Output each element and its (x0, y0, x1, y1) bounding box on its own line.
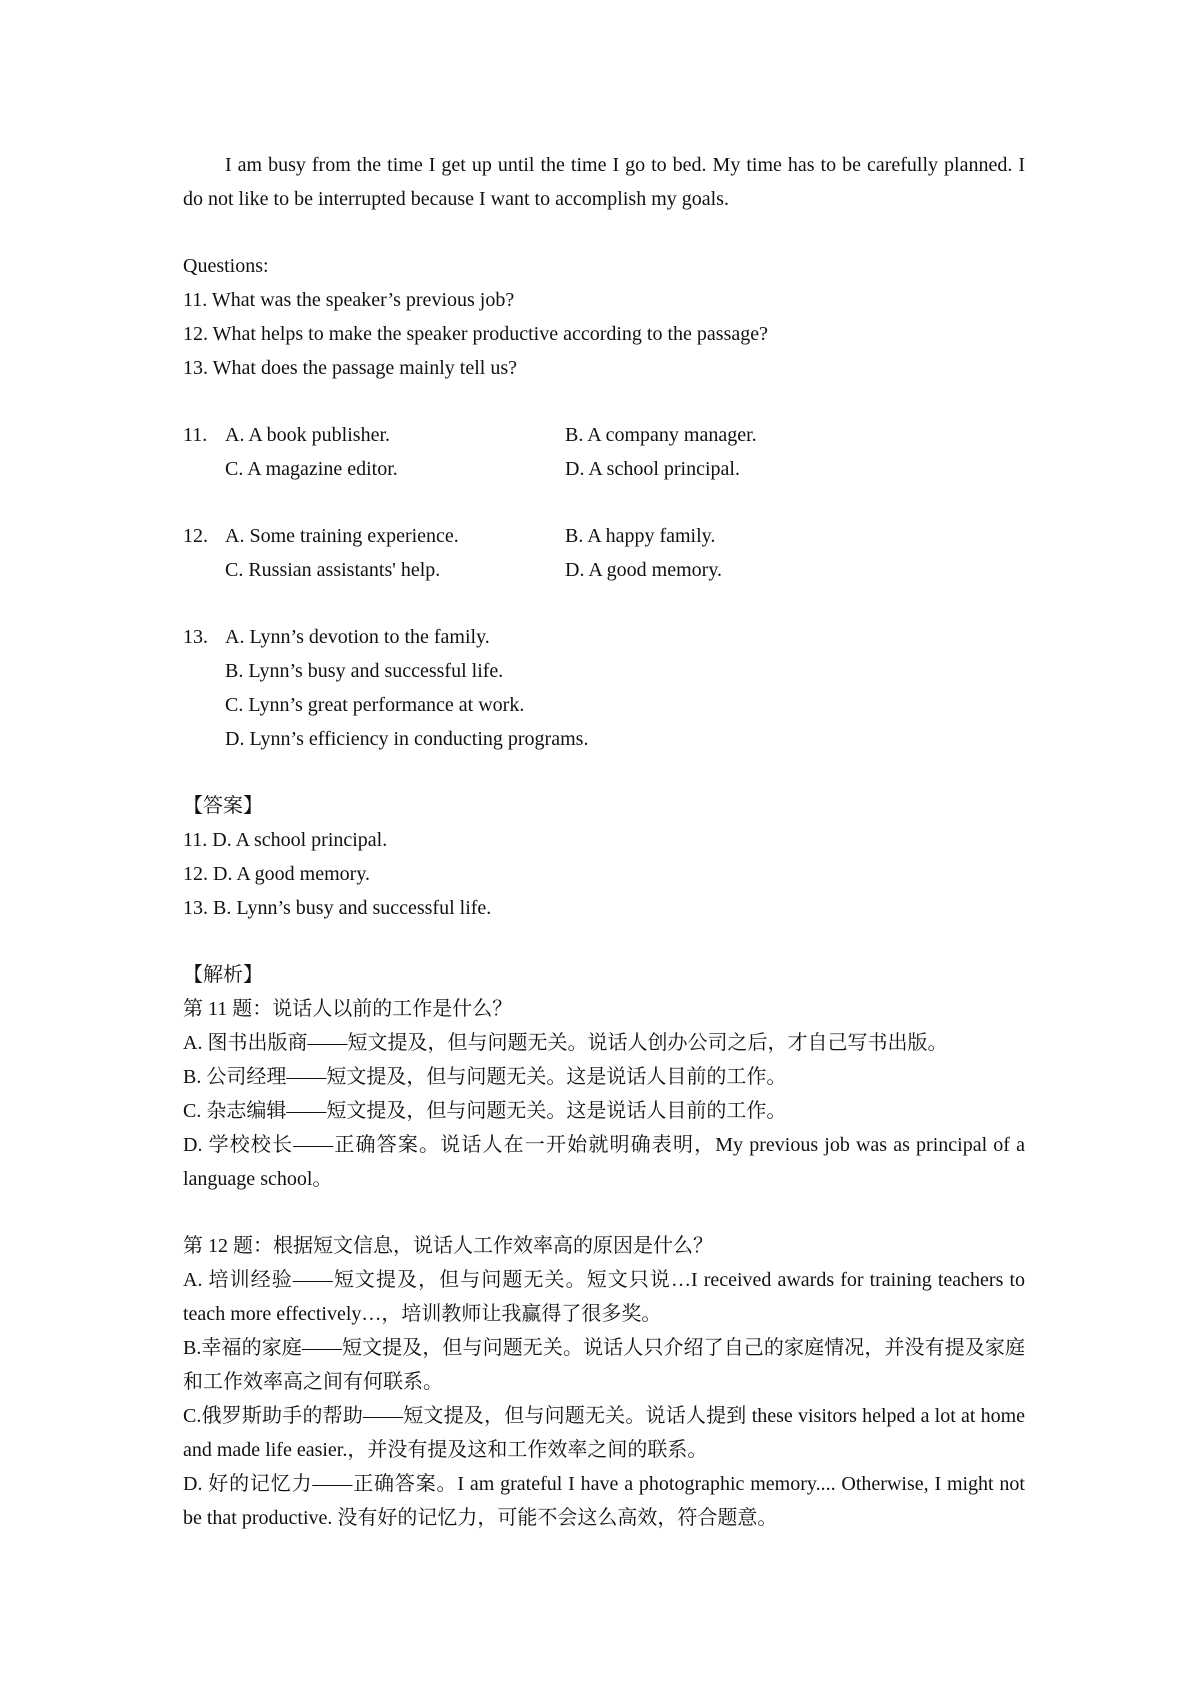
analysis-11-title: 第 11 题：说话人以前的工作是什么？ (183, 998, 513, 1020)
q11-row-1 (183, 418, 1025, 452)
answer-12: 12. D. A good memory. (183, 863, 371, 885)
q12-option-c: C. Russian assistants' help. (225, 559, 441, 581)
analysis-heading: 【解析】 (183, 964, 263, 986)
q12-row-2 (183, 553, 1025, 587)
spacer (183, 1196, 1025, 1229)
q12-number: 12. (183, 525, 208, 547)
q11-option-c: C. A magazine editor. (225, 458, 398, 480)
intro-paragraph: I am busy from the time I get up until the time I go to bed. My time has to be carefully planned. I do not like to be interrupted because I want to accomplish my goals. (183, 154, 1025, 210)
answer-11: 11. D. A school principal. (183, 829, 388, 851)
spacer (183, 756, 1025, 789)
spacer (183, 587, 1025, 620)
q12-option-d: D. A good memory. (565, 559, 723, 581)
spacer (183, 385, 1025, 418)
analysis-11-b: B. 公司经理——短文提及，但与问题无关。这是说话人目前的工作。 (183, 1066, 787, 1088)
analysis-11-c: C. 杂志编辑——短文提及，但与问题无关。这是说话人目前的工作。 (183, 1100, 787, 1122)
q11-option-a: A. A book publisher. (225, 424, 391, 446)
spacer (183, 486, 1025, 519)
q13-row-1 (183, 620, 1025, 654)
question-11: 11. What was the speaker’s previous job? (183, 289, 515, 311)
analysis-12-title: 第 12 题：根据短文信息，说话人工作效率高的原因是什么？ (183, 1235, 713, 1257)
document-page (183, 148, 1025, 1535)
spacer (183, 925, 1025, 958)
question-12: 12. What helps to make the speaker productive according to the passage? (183, 323, 768, 345)
q11-number: 11. (183, 424, 208, 446)
analysis-12-c: C.俄罗斯助手的帮助——短文提及，但与问题无关。说话人提到 these visitors helped a lot at home and made life easier.，并没有提及这和工作效率之间的联系。 (183, 1405, 1025, 1461)
q11-option-b: B. A company manager. (565, 424, 757, 446)
answer-13: 13. B. Lynn’s busy and successful life. (183, 897, 492, 919)
q11-option-d: D. A school principal. (565, 458, 740, 480)
analysis-11-d: D. 学校校长——正确答案。说话人在一开始就明确表明，My previous job was as principal of a language school。 (183, 1134, 1025, 1190)
q12-option-a: A. Some training experience. (225, 525, 459, 547)
analysis-12-b: B.幸福的家庭——短文提及，但与问题无关。说话人只介绍了自己的家庭情况，并没有提及家庭和工作效率高之间有何联系。 (183, 1337, 1025, 1393)
q12-option-b: B. A happy family. (565, 525, 716, 547)
q13-option-c: C. Lynn’s great performance at work. (225, 694, 525, 716)
q11-row-2 (183, 452, 1025, 486)
analysis-12-a: A. 培训经验——短文提及，但与问题无关。短文只说…I received awards for training teachers to teach more effectively…，培训教师让我赢得了很多奖。 (183, 1269, 1025, 1325)
q13-option-a: A. Lynn’s devotion to the family. (225, 626, 490, 648)
analysis-12-d: D. 好的记忆力——正确答案。I am grateful I have a photographic memory.... Otherwise, I might not be that productive. 没有好的记忆力，可能不会这么高效，符合题意。 (183, 1473, 1025, 1529)
answer-heading: 【答案】 (183, 795, 263, 817)
q13-option-d: D. Lynn’s efficiency in conducting programs. (225, 728, 589, 750)
question-13: 13. What does the passage mainly tell us? (183, 357, 517, 379)
analysis-11-a: A. 图书出版商——短文提及，但与问题无关。说话人创办公司之后，才自己写书出版。 (183, 1032, 948, 1054)
q13-option-b: B. Lynn’s busy and successful life. (225, 660, 504, 682)
spacer (183, 216, 1025, 249)
questions-heading: Questions: (183, 255, 269, 277)
q12-row-1 (183, 519, 1025, 553)
q13-number: 13. (183, 626, 208, 648)
